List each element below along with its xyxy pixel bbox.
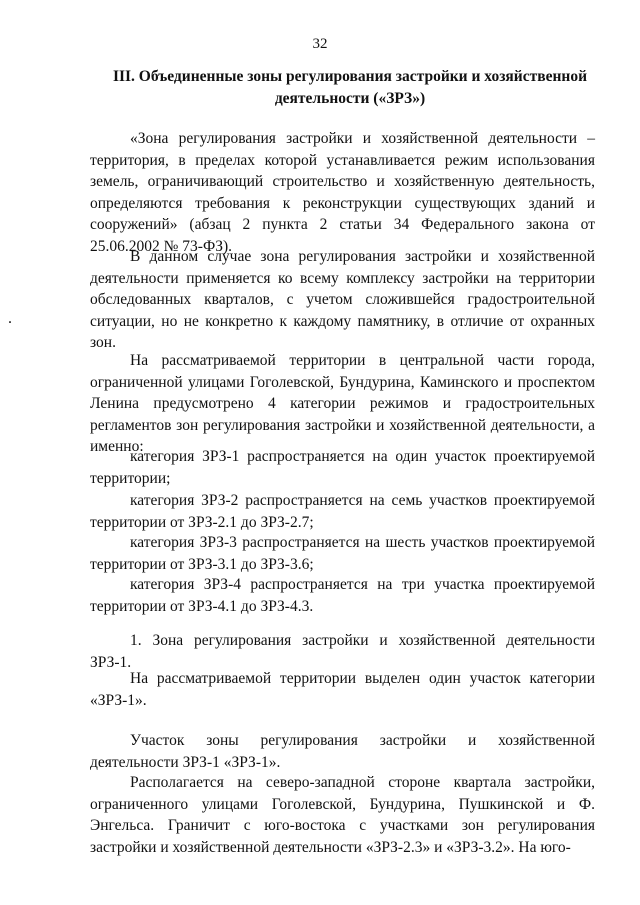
paragraph-zrz-1-location: Располагается на северо-западной стороне квартала застройки, ограниченного улицами Гоголевской, Бундурина, Пушкинской и Ф. Энгельса. Граничит с юго-востока с участками зон регулирования застройки и хозяйственной деятельности «ЗРЗ-2.3» и «ЗРЗ-3.2». На юго- — [90, 774, 595, 856]
paragraph-zrz-1-count: На рассматриваемой территории выделен один участок категории «ЗРЗ-1». — [90, 670, 595, 709]
list-item-category-zrz-3: категория ЗРЗ-3 распространяется на шесть участков проектируемой территории от ЗРЗ-3.1 до ЗРЗ-3.6; — [90, 534, 595, 573]
list-item-category-zrz-1: категория ЗРЗ-1 распространяется на один участок проектируемой территории; — [90, 448, 595, 487]
subsection-heading-zrz-1: 1. Зона регулирования застройки и хозяйственной деятельности ЗРЗ-1. — [90, 632, 595, 671]
list-item-category-zrz-4: категория ЗРЗ-4 распространяется на три участка проектируемой территории от ЗРЗ-4.1 до ЗРЗ-4.3. — [90, 576, 595, 615]
paragraph-territory-categories: На рассматриваемой территории в центральной части города, ограниченной улицами Гоголевской, Бундурина, Каминского и проспектом Ленина предусмотрено 4 категории режимов и градостроительных регламентов зон регулирования застройки и хозяйственной деятельности, а именно: — [90, 352, 595, 455]
scan-mark: . — [8, 310, 12, 327]
paragraph-zrz-1-plot-title: Участок зоны регулирования застройки и хозяйственной деятельности ЗРЗ-1 «ЗРЗ-1». — [90, 732, 595, 771]
section-heading: III. Объединенные зоны регулирования застройки и хозяйственной деятельности («ЗРЗ») — [112, 68, 588, 107]
paragraph-zone-application: В данном случае зона регулирования застройки и хозяйственной деятельности применяется ко всему комплексу застройки на территории обследованных кварталов, с учетом сложившейся градостроительной ситуации, но не конкретно к каждому памятнику, в отличие от охранных зон. — [90, 248, 595, 351]
paragraph-zone-definition: «Зона регулирования застройки и хозяйственной деятельности – территория, в пределах которой устанавливается режим использования земель, ограничивающий строительство и хозяйственную деятельность, определяются требования к реконструкции существующих зданий и сооружений» (абзац 2 пункта 2 статьи 34 Федерального закона от 25.06.2002 № 73-ФЗ). — [90, 130, 595, 255]
list-item-category-zrz-2: категория ЗРЗ-2 распространяется на семь участков проектируемой территории от ЗРЗ-2.1 до ЗРЗ-2.7; — [90, 492, 595, 531]
page-number: 32 — [312, 36, 328, 52]
